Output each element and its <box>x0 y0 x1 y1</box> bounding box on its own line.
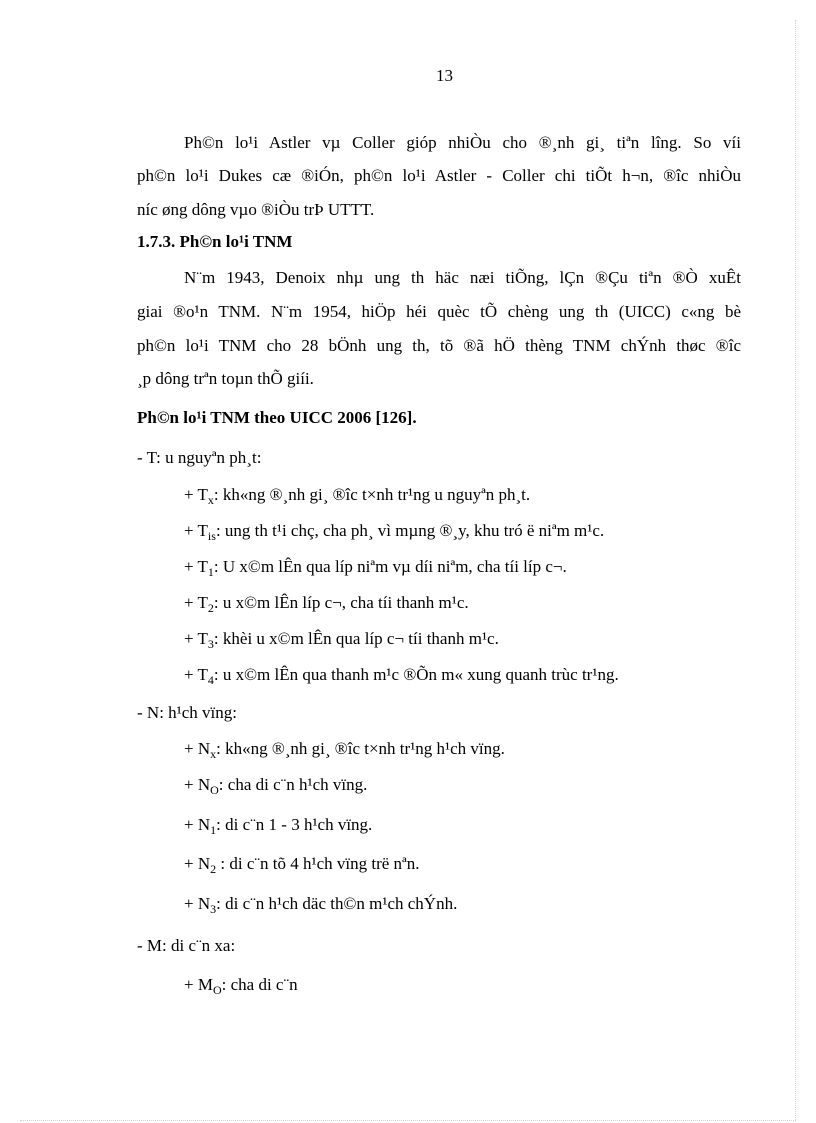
t-item: + $T_3$: khèi u x©m lÊn qua líp c¬ tíi thanh m¹c. <box>184 629 499 651</box>
n-item: + $N_x$: kh«ng ®¸nh gi¸ ®îc t×nh tr¹ng h¹ch vïng. <box>184 739 505 761</box>
n-item: + $N_3$: di c¨n h¹ch däc th©n m¹ch chÝnh. <box>184 894 458 916</box>
t-item: + $T_1$: U x©m lÊn qua líp niªm vµ díi niªm, cha tíi líp c¬. <box>184 557 567 579</box>
paragraph-line: N¨m 1943, Denoix nhµ ung th häc næi tiÕng, lÇn ®Çu tiªn ®Ò xuÊt <box>184 268 741 287</box>
m-item: + $M_O$: cha di c¨n <box>184 975 298 997</box>
paragraph-line: níc øng dông vµo ®iÒu trÞ UTTT. <box>137 200 375 219</box>
m-section-label: - M: di c¨n xa: <box>137 936 236 955</box>
paragraph-line: giai ®o¹n TNM. N¨m 1954, hiÖp héi quèc tÕ chèng ung th (UICC) c«ng bè <box>137 302 741 321</box>
t-item: + $T_{is}$: ung th t¹i chç, cha ph¸ vì mµng ®¸y, khu tró ë niªm m¹c. <box>184 521 605 543</box>
paragraph-line: ph©n lo¹i TNM cho 28 bÖnh ung th, tõ ®ã hÖ thèng TNM chÝnh thøc ®îc <box>137 336 741 355</box>
page-border-bottom <box>20 1120 796 1121</box>
n-item: + $N_1$: di c¨n 1 - 3 h¹ch vïng. <box>184 815 373 837</box>
t-item: + $T_x$: kh«ng ®¸nh gi¸ ®îc t×nh tr¹ng u nguyªn ph¸t. <box>184 485 531 507</box>
page-number: 13 <box>436 66 453 85</box>
paragraph-line: ph©n lo¹i Dukes cæ ®iÓn, ph©n lo¹i Astler - Coller chi tiÕt h¬n, ®îc nhiÒu <box>137 166 741 185</box>
n-item: + $N_O$: cha di c¨n h¹ch vïng. <box>184 775 368 797</box>
t-section-label: - T: u nguyªn ph¸t: <box>137 448 262 467</box>
t-item: + $T_4$: u x©m lÊn qua thanh m¹c ®Õn m« xung quanh trùc tr¹ng. <box>184 665 619 687</box>
page-border-right <box>795 20 796 1120</box>
n-section-label: - N: h¹ch vïng: <box>137 703 237 722</box>
paragraph-line: Ph©n lo¹i Astler vµ Coller gióp nhiÒu cho ®¸nh gi¸ tiªn lîng. So víi <box>184 133 741 152</box>
n-item: + $N_2$ : di c¨n tõ 4 h¹ch vïng trë nªn. <box>184 854 420 876</box>
subsection-heading: Ph©n lo¹i TNM theo UICC 2006 [126]. <box>137 408 417 427</box>
paragraph-line: ¸p dông trªn toµn thÕ giíi. <box>137 369 314 388</box>
section-heading: 1.7.3. Ph©n lo¹i TNM <box>137 232 293 251</box>
t-item: + $T_2$: u x©m lÊn líp c¬, cha tíi thanh m¹c. <box>184 593 469 615</box>
